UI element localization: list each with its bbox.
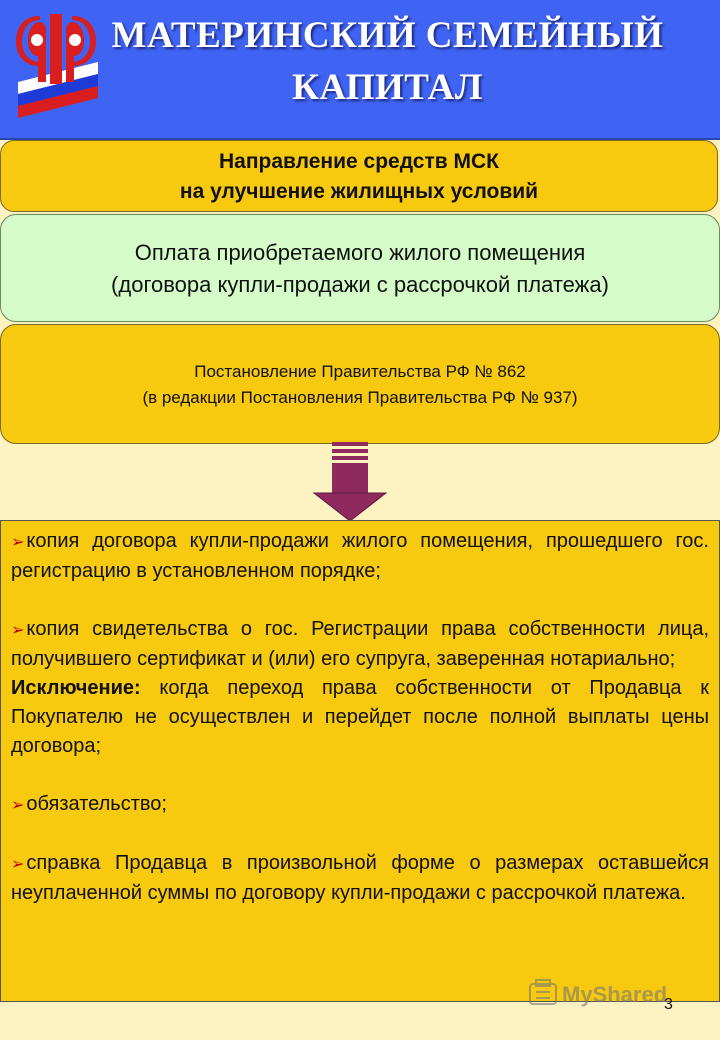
- resolution-line-1: Постановление Правительства РФ № 862: [194, 362, 526, 381]
- down-arrow-icon: [312, 442, 388, 522]
- list-item: [11, 527, 709, 586]
- title-line-1: МАТЕРИНСКИЙ СЕМЕЙНЫЙ: [111, 15, 664, 56]
- watermark-text: MyShared: [562, 982, 668, 1007]
- list-item-text: обязательство;: [26, 793, 167, 815]
- direction-line-2: на улучшение жилищных условий: [179, 180, 539, 203]
- payment-line-2: (договора купли-продажи с рассрочкой платежа): [111, 272, 609, 297]
- list-item: [11, 849, 709, 908]
- bullet-arrow-icon: ➢: [11, 797, 25, 814]
- list-item-text: копия договора купли-продажи жилого помещения, прошедшего гос. регистрацию в установленном порядке;: [11, 530, 709, 582]
- exception-label: Исключение:: [11, 677, 141, 699]
- list-item: [11, 790, 709, 820]
- list-item-text: справка Продавца в произвольной форме о размерах оставшейся неуплаченной суммы по договору купли-продажи с рассрочкой платежа.: [11, 852, 709, 904]
- exception-text: когда переход права собственности от Продавца к Покупателю не осуществлен и перейдет после полной выплаты цены договора;: [11, 677, 709, 757]
- header-banner: [0, 0, 720, 140]
- list-item: [11, 615, 709, 674]
- page-title: [105, 10, 670, 114]
- bullet-arrow-icon: ➢: [11, 856, 25, 873]
- bullet-arrow-icon: ➢: [11, 534, 25, 551]
- documents-list: [0, 520, 720, 1002]
- resolution-box: [0, 324, 720, 444]
- payment-line-1: Оплата приобретаемого жилого помещения: [134, 240, 586, 265]
- direction-box: [0, 140, 718, 212]
- direction-line-1: Направление средств МСК: [219, 150, 499, 173]
- resolution-line-2: (в редакции Постановления Правительства РФ № 937): [142, 388, 578, 407]
- page-number: 3: [664, 996, 673, 1013]
- pfr-logo-icon: [10, 10, 102, 122]
- bullet-arrow-icon: ➢: [11, 622, 25, 639]
- exception-note: [11, 674, 709, 761]
- list-item-text: копия свидетельства о гос. Регистрации права собственности лица, получившего сертификат и (или) его супруга, заверенная нотариально;: [11, 618, 709, 670]
- payment-box: [0, 214, 720, 322]
- title-line-2: КАПИТАЛ: [292, 67, 483, 108]
